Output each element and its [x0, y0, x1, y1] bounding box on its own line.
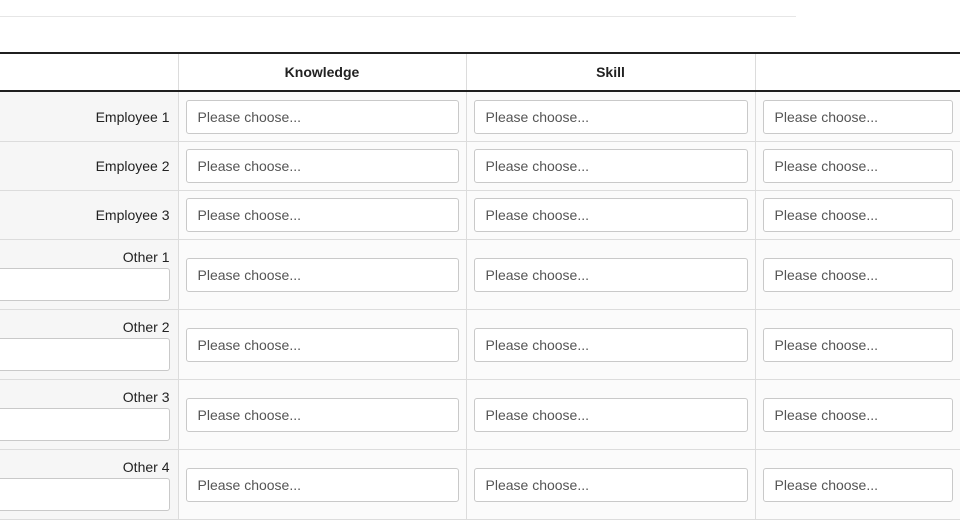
skill-select[interactable]: Please choose...	[474, 328, 748, 362]
competency-table-container	[0, 52, 879, 520]
skill-select[interactable]: Please choose...	[474, 100, 748, 134]
table-row	[0, 450, 960, 520]
knowledge-select[interactable]: Please choose...	[186, 100, 459, 134]
next-select[interactable]: Please choose...	[763, 100, 954, 134]
row-label: Employee 2	[0, 142, 178, 191]
other-row-label-cell	[0, 380, 178, 450]
row-label: Other 1	[122, 249, 170, 265]
table-row	[0, 380, 960, 450]
header-skill: Skill	[466, 53, 755, 91]
knowledge-select[interactable]: Please choose...	[186, 149, 459, 183]
other-name-input[interactable]	[0, 338, 170, 371]
other-row-label-cell	[0, 240, 178, 310]
header-next-column	[755, 53, 960, 91]
knowledge-select[interactable]: Please choose...	[186, 198, 459, 232]
next-select[interactable]: Please choose...	[763, 149, 954, 183]
skill-select[interactable]: Please choose...	[474, 198, 748, 232]
table-row	[0, 240, 960, 310]
next-select[interactable]: Please choose...	[763, 398, 954, 432]
next-select[interactable]: Please choose...	[763, 258, 954, 292]
row-label: Other 3	[122, 389, 170, 405]
table-row	[0, 310, 960, 380]
top-divider	[0, 16, 796, 17]
next-select[interactable]: Please choose...	[763, 468, 954, 502]
skill-select[interactable]: Please choose...	[474, 258, 748, 292]
other-name-input[interactable]	[0, 268, 170, 301]
knowledge-select[interactable]: Please choose...	[186, 258, 459, 292]
row-label: Other 4	[122, 459, 170, 475]
knowledge-select[interactable]: Please choose...	[186, 468, 459, 502]
competency-table	[0, 52, 960, 520]
row-label: Employee 1	[0, 91, 178, 142]
header-row-label	[0, 53, 178, 91]
table-row	[0, 91, 960, 142]
row-label: Employee 3	[0, 191, 178, 240]
other-row-label-cell	[0, 310, 178, 380]
header-knowledge: Knowledge	[178, 53, 466, 91]
skill-select[interactable]: Please choose...	[474, 468, 748, 502]
knowledge-select[interactable]: Please choose...	[186, 328, 459, 362]
other-name-input[interactable]	[0, 408, 170, 441]
knowledge-select[interactable]: Please choose...	[186, 398, 459, 432]
other-name-input[interactable]	[0, 478, 170, 511]
other-row-label-cell	[0, 450, 178, 520]
bottom-divider	[0, 519, 796, 520]
next-select[interactable]: Please choose...	[763, 198, 954, 232]
table-header-row	[0, 53, 960, 91]
skill-select[interactable]: Please choose...	[474, 398, 748, 432]
next-select[interactable]: Please choose...	[763, 328, 954, 362]
table-row	[0, 191, 960, 240]
table-row	[0, 142, 960, 191]
skill-select[interactable]: Please choose...	[474, 149, 748, 183]
row-label: Other 2	[122, 319, 170, 335]
